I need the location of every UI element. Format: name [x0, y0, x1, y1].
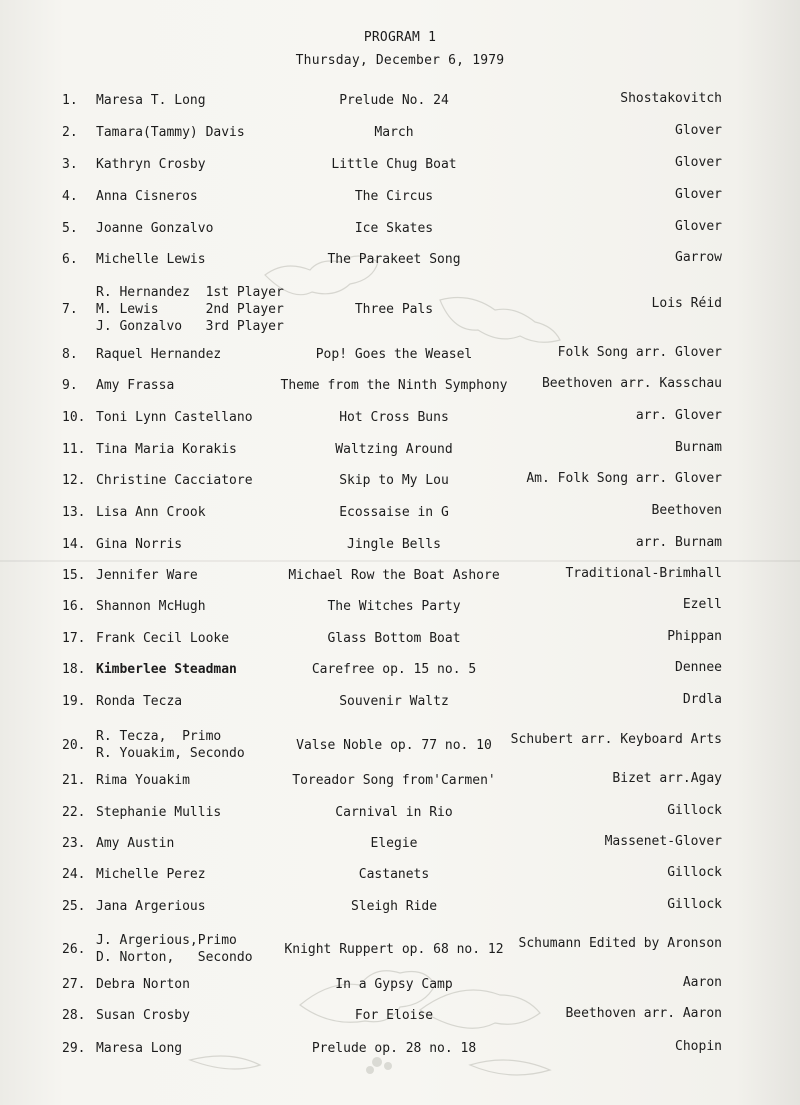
performer-name: Debra Norton: [96, 977, 190, 992]
composer-name: Chopin: [675, 1039, 722, 1054]
entry-number: 29.: [62, 1041, 86, 1056]
entry-number: 17.: [62, 631, 86, 646]
performer-name: Maresa Long: [96, 1041, 183, 1056]
entry-number: 12.: [62, 473, 86, 488]
composer-name: Burnam: [675, 440, 722, 455]
piece-title: Theme from the Ninth Symphony: [280, 378, 508, 393]
piece-title: Jingle Bells: [347, 537, 441, 552]
piece-title: Castanets: [358, 867, 430, 882]
performer-name: D. Norton, Secondo: [96, 950, 253, 965]
piece-title: In a Gypsy Camp: [335, 977, 453, 992]
piece-title: The Circus: [354, 189, 434, 204]
entry-number: 22.: [62, 805, 86, 820]
entry-number: 8.: [62, 347, 78, 362]
piece-title: Pop! Goes the Weasel: [315, 347, 473, 362]
composer-name: Traditional-Brimhall: [565, 566, 722, 581]
composer-name: Folk Song arr. Glover: [557, 345, 722, 360]
entry-number: 9.: [62, 378, 78, 393]
composer-name: Glover: [675, 187, 722, 202]
piece-title: Toreador Song from'Carmen': [292, 773, 496, 788]
piece-title: Skip to My Lou: [339, 473, 449, 488]
composer-name: Beethoven arr. Kasschau: [541, 376, 722, 391]
piece-title: Carnival in Rio: [335, 805, 453, 820]
performer-name: Shannon McHugh: [96, 599, 206, 614]
composer-name: Lois Réid: [651, 296, 722, 311]
composer-name: Gillock: [667, 865, 722, 880]
performer-name: R. Hernandez 1st Player: [96, 285, 284, 300]
piece-title: The Witches Party: [327, 599, 461, 614]
performer-name: Michelle Perez: [96, 867, 206, 882]
piece-title: Glass Bottom Boat: [327, 631, 461, 646]
entry-number: 1.: [62, 93, 78, 108]
piece-title: Souvenir Waltz: [339, 694, 449, 709]
performer-name: Raquel Hernandez: [96, 347, 222, 362]
entry-number: 27.: [62, 977, 86, 992]
composer-name: Aaron: [682, 975, 722, 990]
performer-name: Stephanie Mullis: [96, 805, 222, 820]
entry-number: 7.: [62, 302, 78, 317]
entry-number: 14.: [62, 537, 86, 552]
piece-title: Waltzing Around: [335, 442, 453, 457]
entry-number: 11.: [62, 442, 86, 457]
piece-title: Hot Cross Buns: [339, 410, 449, 425]
composer-name: Dennee: [675, 660, 722, 675]
entry-number: 20.: [62, 737, 86, 753]
composer-name: Garrow: [675, 250, 722, 265]
entry-number: 6.: [62, 252, 78, 267]
performer-name: Tina Maria Korakis: [96, 442, 237, 457]
entry-number: 16.: [62, 599, 86, 614]
performer-name: Frank Cecil Looke: [96, 631, 230, 646]
entry-number: 24.: [62, 867, 86, 882]
entry-number: 21.: [62, 773, 86, 788]
composer-name: Glover: [675, 155, 722, 170]
performer-name: Jana Argerious: [96, 899, 206, 914]
performer-name: Kimberlee Steadman: [96, 662, 237, 677]
piece-title: Sleigh Ride: [350, 899, 438, 914]
performer-name: Maresa T. Long: [96, 93, 206, 108]
performer-name: R. Tecza, Primo: [96, 729, 222, 744]
program-number: PROGRAM 1: [363, 30, 437, 45]
composer-name: Glover: [675, 219, 722, 234]
program-date: Thursday, December 6, 1979: [295, 53, 505, 68]
composer-name: Glover: [675, 123, 722, 138]
piece-title: For Eloise: [354, 1008, 434, 1023]
entry-number: 2.: [62, 125, 78, 140]
piece-title: Ecossaise in G: [339, 505, 449, 520]
composer-name: arr. Glover: [635, 408, 722, 423]
entry-number: 25.: [62, 899, 86, 914]
piece-title: Little Chug Boat: [331, 157, 457, 172]
composer-name: Bizet arr.Agay: [612, 771, 722, 786]
composer-name: arr. Burnam: [635, 535, 722, 550]
composer-name: Gillock: [667, 803, 722, 818]
composer-name: Shostakovitch: [620, 91, 722, 106]
performer-name: Tamara(Tammy) Davis: [96, 125, 245, 140]
entry-number: 15.: [62, 568, 86, 583]
composer-name: Ezell: [682, 597, 722, 612]
performer-name: Anna Cisneros: [96, 189, 198, 204]
entry-number: 18.: [62, 662, 86, 677]
performer-name: Rima Youakim: [96, 773, 190, 788]
piece-title: Valse Noble op. 77 no. 10: [296, 737, 492, 753]
performer-name: Susan Crosby: [96, 1008, 190, 1023]
performer-name: Toni Lynn Castellano: [96, 410, 253, 425]
entry-number: 23.: [62, 836, 86, 851]
composer-name: Massenet-Glover: [604, 834, 722, 849]
entry-number: 13.: [62, 505, 86, 520]
piece-title: Three Pals: [354, 302, 434, 317]
entry-number: 10.: [62, 410, 86, 425]
piece-title: Ice Skates: [354, 221, 434, 236]
performer-name: Jennifer Ware: [96, 568, 198, 583]
piece-title: Knight Ruppert op. 68 no. 12: [284, 941, 504, 957]
piece-title: Prelude op. 28 no. 18: [311, 1041, 477, 1056]
composer-name: Beethoven: [651, 503, 722, 518]
entry-number: 26.: [62, 941, 86, 957]
performer-name: M. Lewis 2nd Player: [96, 302, 284, 317]
piece-title: Carefree op. 15 no. 5: [311, 662, 477, 677]
entry-number: 4.: [62, 189, 78, 204]
performer-name: R. Youakim, Secondo: [96, 746, 245, 761]
piece-title: Elegie: [370, 836, 418, 851]
performer-name: Christine Cacciatore: [96, 473, 253, 488]
entry-number: 28.: [62, 1008, 86, 1023]
composer-name: Phippan: [667, 629, 722, 644]
piece-title: The Parakeet Song: [327, 252, 461, 267]
paper-fold: [0, 560, 800, 562]
performer-name: Amy Frassa: [96, 378, 175, 393]
composer-name: Beethoven arr. Aaron: [565, 1006, 722, 1021]
performer-name: Ronda Tecza: [96, 694, 183, 709]
composer-name: Am. Folk Song arr. Glover: [526, 471, 722, 486]
entry-number: 3.: [62, 157, 78, 172]
performer-name: Michelle Lewis: [96, 252, 206, 267]
performer-name: J. Gonzalvo 3rd Player: [96, 319, 284, 334]
performer-name: Gina Norris: [96, 537, 183, 552]
piece-title: Prelude No. 24: [339, 93, 449, 108]
entry-number: 19.: [62, 694, 86, 709]
piece-title: Michael Row the Boat Ashore: [288, 568, 500, 583]
piece-title: March: [374, 125, 414, 140]
composer-name: Schubert arr. Keyboard Arts: [510, 731, 722, 747]
performer-name: Lisa Ann Crook: [96, 505, 206, 520]
composer-name: Drdla: [682, 692, 722, 707]
composer-name: Gillock: [667, 897, 722, 912]
performer-name: Amy Austin: [96, 836, 175, 851]
performer-name: J. Argerious,Primo: [96, 933, 237, 948]
composer-name: Schumann Edited by Aronson: [518, 935, 722, 951]
performer-name: Kathryn Crosby: [96, 157, 206, 172]
performer-name: Joanne Gonzalvo: [96, 221, 214, 236]
entry-number: 5.: [62, 221, 78, 236]
